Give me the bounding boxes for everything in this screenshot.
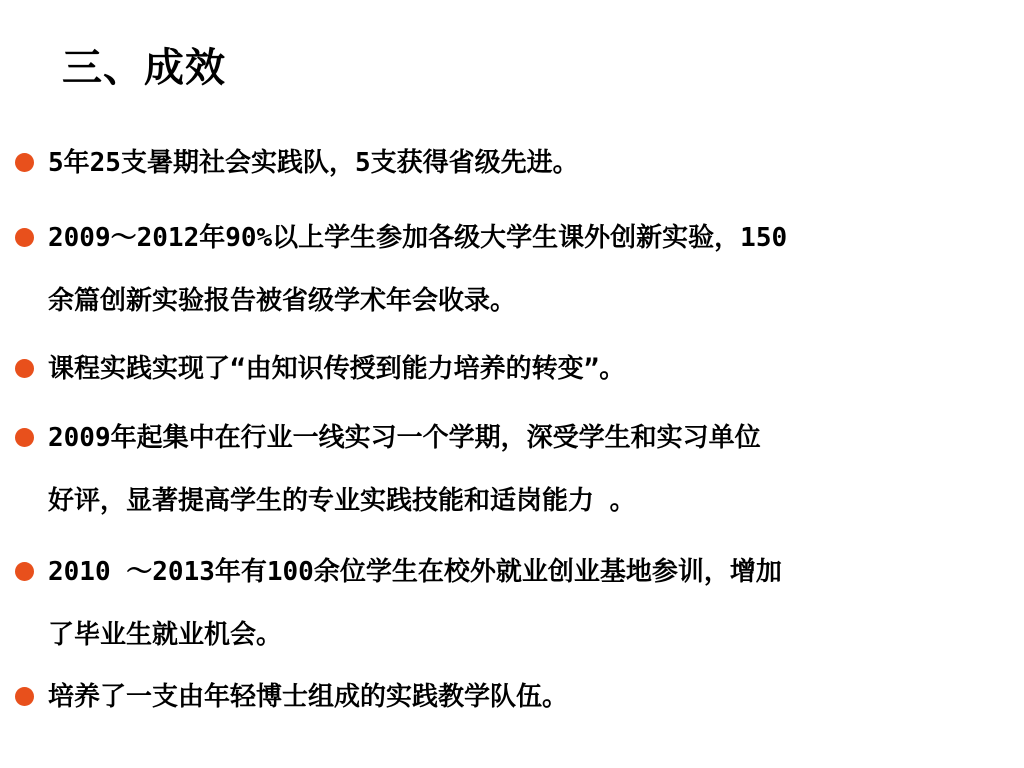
bullet-line: 余篇创新实验报告被省级学术年会收录。 bbox=[48, 286, 517, 316]
bullet-line: 培养了一支由年轻博士组成的实践教学队伍。 bbox=[48, 682, 569, 712]
bullet-text bbox=[48, 407, 984, 533]
bullet-line: 了毕业生就业机会。 bbox=[48, 620, 283, 650]
bullet-dot-icon bbox=[15, 687, 34, 706]
bullet-text bbox=[48, 338, 984, 401]
bullet-dot-icon bbox=[15, 562, 34, 581]
bullet-dot-icon bbox=[15, 359, 34, 378]
bullet-dot-icon bbox=[15, 153, 34, 172]
slide-title: 三、成效 bbox=[62, 45, 226, 91]
bullet-dot-icon bbox=[15, 228, 34, 247]
bullet-text bbox=[48, 666, 984, 729]
bullet-text bbox=[48, 132, 984, 195]
bullet-line: 2009年起集中在行业一线实习一个学期，深受学生和实习单位 bbox=[48, 423, 761, 453]
bullet-line: 好评，显著提高学生的专业实践技能和适岗能力 。 bbox=[48, 486, 636, 516]
bullet-dot-icon bbox=[15, 428, 34, 447]
bullet-line: 课程实践实现了“由知识传授到能力培养的转变”。 bbox=[48, 354, 626, 384]
bullet-text bbox=[48, 207, 984, 333]
bullet-line: 5年25支暑期社会实践队，5支获得省级先进。 bbox=[48, 148, 579, 178]
bullet-text bbox=[48, 541, 984, 667]
bullet-line: 2009～2012年90%以上学生参加各级大学生课外创新实验，150 bbox=[48, 223, 788, 253]
bullet-line: 2010 ～2013年有100余位学生在校外就业创业基地参训，增加 bbox=[48, 557, 782, 587]
